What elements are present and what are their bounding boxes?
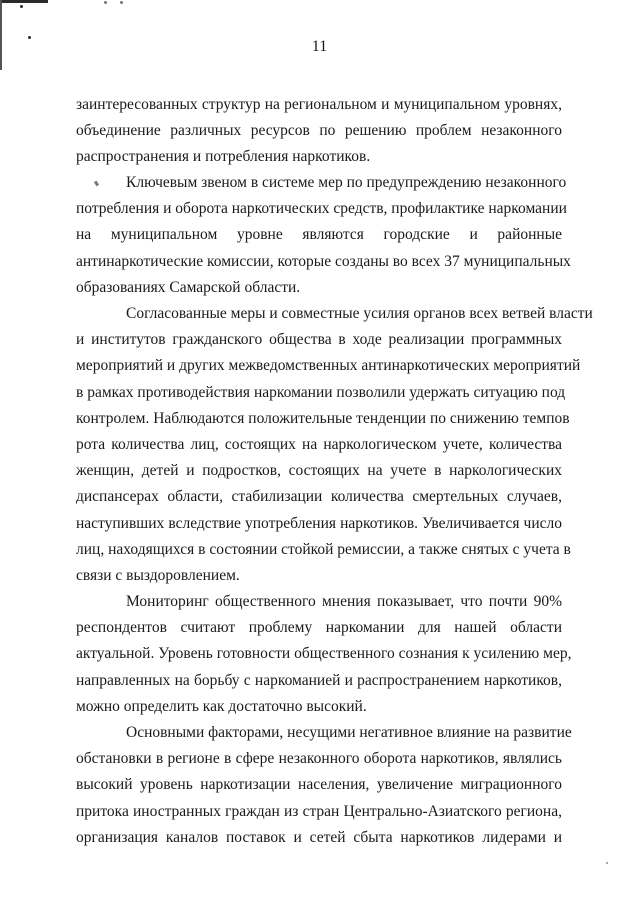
paragraph	[76, 170, 571, 301]
text-line: Основными факторами, несущими негативное влияние на развитие	[126, 724, 572, 741]
text-line: можно определить как достаточно высокий.	[76, 697, 367, 715]
text-line: актуальной. Уровень готовности общественного сознания к усилению мер,	[76, 645, 572, 663]
text-line: антинаркотические комиссии, которые созданы во всех 37 муниципальных	[76, 252, 571, 270]
text-line: и институтов гражданского общества в ходе реализации программных	[76, 331, 562, 349]
scan-artifact	[606, 862, 608, 864]
paragraph	[76, 589, 572, 720]
scan-artifact	[120, 1, 123, 4]
text-line: в рамках противодействия наркомании позволили удержать ситуацию под	[76, 383, 566, 401]
text-line: респондентов считают проблему наркомании для нашей области	[76, 619, 562, 637]
text-line: лиц, находящихся в состоянии стойкой ремиссии, а также снятых с учета в	[76, 540, 571, 558]
text-line: диспансерах области, стабилизации количества смертельных случаев,	[76, 488, 562, 506]
paragraph	[76, 92, 562, 171]
text-line: контролем. Наблюдаются положительные тенденции по снижению темпов	[76, 409, 570, 427]
text-line: высокий уровень наркотизации населения, увеличение миграционного	[76, 776, 562, 794]
text-line: притока иностранных граждан из стран Центрально-Азиатского региона,	[76, 802, 562, 820]
text-line: связи с выздоровлением.	[76, 566, 240, 584]
text-line: рота количества лиц, состоящих на наркологическом учете, количества	[76, 435, 562, 453]
text-line: на муниципальном уровне являются городские и районные	[76, 226, 562, 244]
text-line: мероприятий и других межведомственных антинаркотических мероприятий	[76, 357, 581, 375]
scan-artifact	[0, 0, 2, 70]
text-line: объединение различных ресурсов по решению проблем незаконного	[76, 122, 562, 140]
text-line: потребления и оборота наркотических средств, профилактике наркомании	[76, 200, 567, 218]
text-line: Мониторинг общественного мнения показывает, что почти 90%	[126, 593, 562, 610]
text-line: образованиях Самарской области.	[76, 278, 301, 296]
text-line: наступивших вследствие употребления наркотиков. Увеличивается число	[76, 514, 562, 532]
text-line: организация каналов поставок и сетей сбыта наркотиков лидерами и	[76, 828, 562, 846]
text-line: Ключевым звеном в системе мер по предупреждению незаконного	[126, 174, 567, 191]
text-line: направленных на борьбу с наркоманией и распространением наркотиков,	[76, 671, 562, 689]
paragraph	[76, 301, 593, 589]
scan-artifact	[20, 5, 23, 8]
scan-artifact	[104, 1, 107, 4]
text-line: женщин, детей и подростков, состоящих на учете в наркологических	[76, 462, 562, 480]
text-line: распространения и потребления наркотиков.	[76, 148, 371, 166]
text-line: Согласованные меры и совместные усилия органов всех ветвей власти	[126, 305, 593, 322]
text-line: заинтересованных структур на региональном и муниципальном уровнях,	[76, 96, 562, 113]
page-number: 11	[311, 38, 328, 55]
text-line: обстановки в регионе в сфере незаконного оборота наркотиков, являлись	[76, 750, 562, 768]
paragraph	[76, 720, 572, 851]
scan-artifact	[0, 0, 48, 3]
